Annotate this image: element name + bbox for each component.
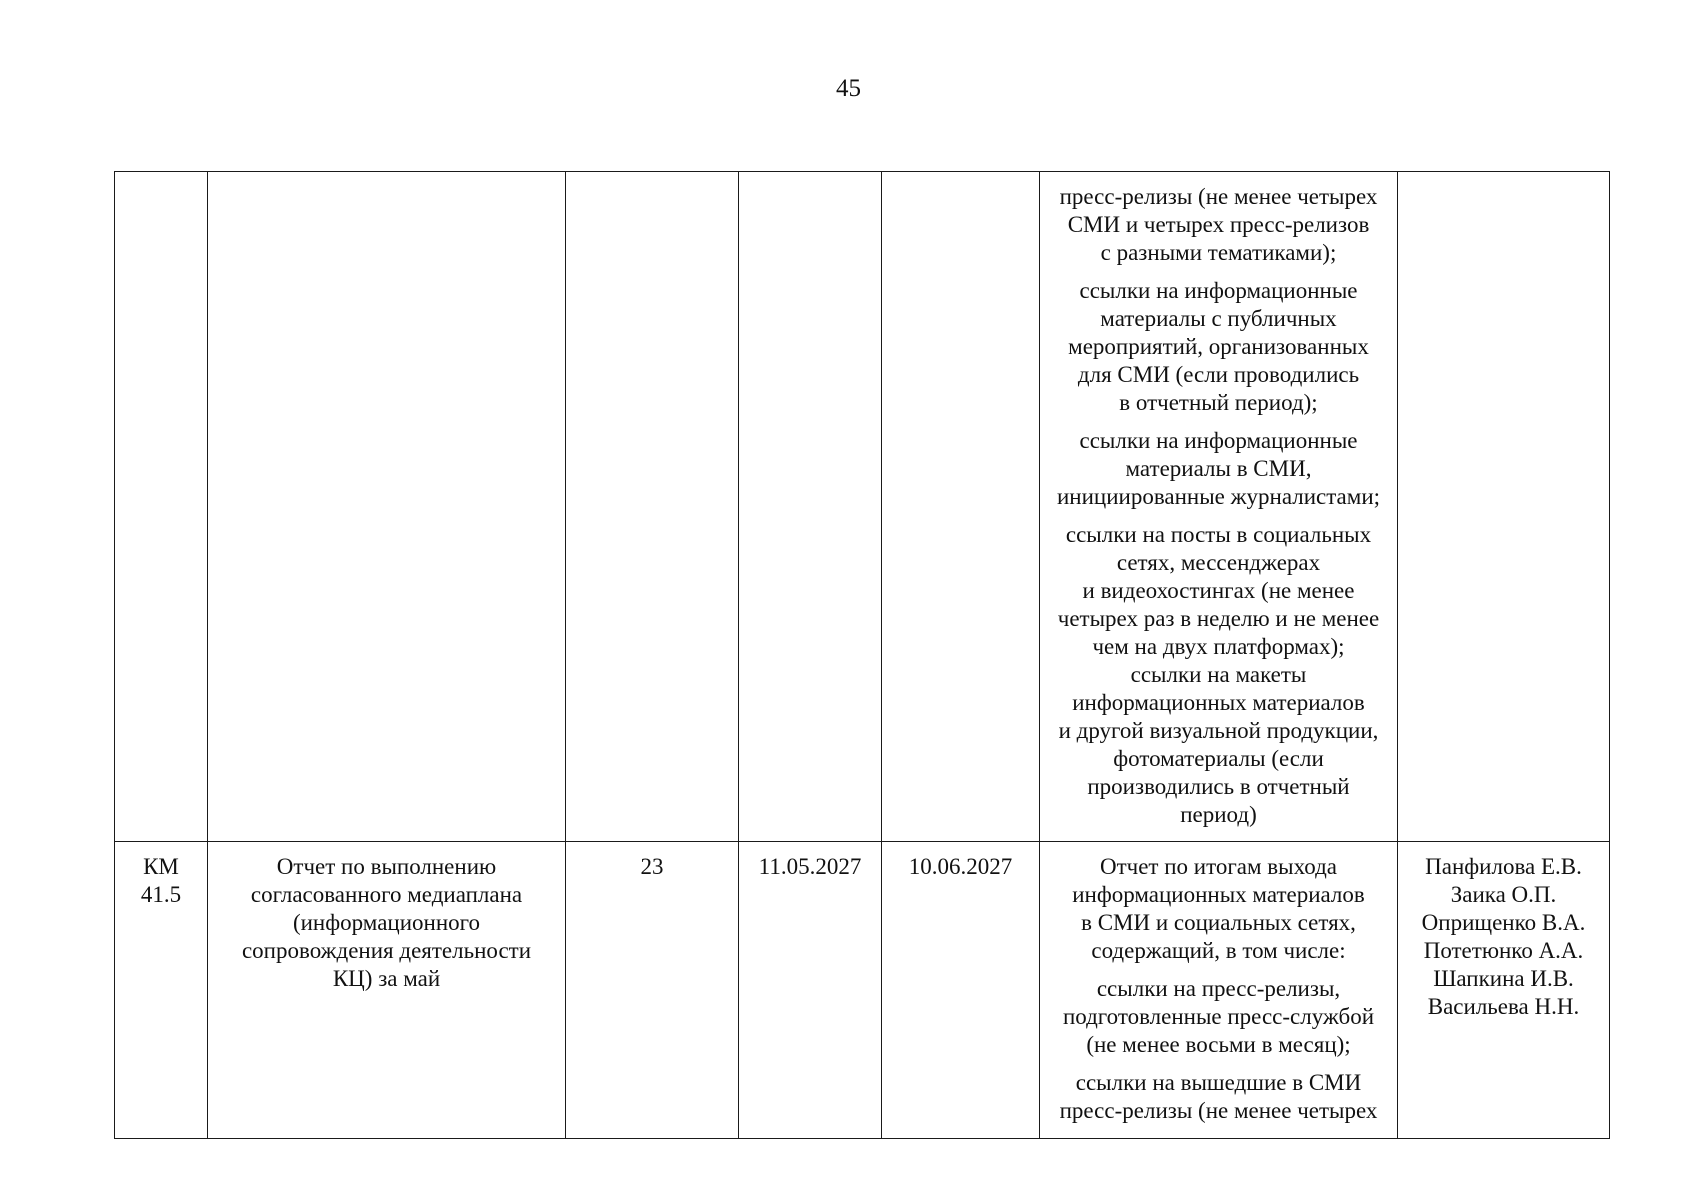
responsible-cell: [1398, 842, 1610, 1139]
text-line: ссылки на информационные: [1079, 278, 1358, 303]
text-line: инициированные журналистами;: [1056, 484, 1381, 509]
page-number: 45: [836, 75, 861, 102]
text-line: Панфилова Е.В.: [1425, 854, 1582, 879]
text-line: Оприщенко В.А.: [1421, 910, 1586, 935]
text-line: материалы с публичных: [1100, 306, 1337, 331]
text-line: четырех раз в неделю и не менее: [1057, 606, 1380, 631]
text-line: и видеохостингах (не менее: [1082, 578, 1355, 603]
table-row: [115, 842, 1610, 1139]
result-paragraph: [1048, 183, 1389, 267]
text-line: Заика О.П.: [1450, 882, 1557, 907]
text-line: сопровождения деятельности: [241, 938, 532, 963]
text-line: ссылки на информационные: [1079, 428, 1358, 453]
name-cell: [208, 172, 566, 842]
text-line: для СМИ (если проводились: [1077, 362, 1360, 387]
code-cell: [115, 172, 208, 842]
number-cell: [566, 172, 739, 842]
name-cell: [208, 842, 566, 1139]
text-line: КМ: [143, 854, 179, 879]
result-paragraph: [1048, 427, 1389, 511]
text-line: фотоматериалы (если: [1113, 746, 1324, 771]
text-line: Васильева Н.Н.: [1427, 994, 1580, 1019]
text-line: пресс-релизы (не менее четырех: [1059, 1098, 1378, 1123]
text-line: СМИ и четырех пресс-релизов: [1067, 212, 1370, 237]
text-line: информационных материалов: [1072, 882, 1365, 907]
text-line: Шапкина И.В.: [1433, 966, 1574, 991]
text-line: Потетюнко А.А.: [1423, 938, 1584, 963]
result-paragraph: [1048, 853, 1389, 965]
text-line: материалы в СМИ,: [1125, 456, 1312, 481]
text-line: производились в отчетный: [1087, 774, 1350, 799]
text-line: пресс-релизы (не менее четырех: [1059, 184, 1378, 209]
text-line: с разными тематиками);: [1100, 240, 1337, 265]
text-line: в СМИ и социальных сетях,: [1081, 910, 1356, 935]
text-line: сетях, мессенджерах: [1116, 550, 1321, 575]
text-line: ссылки на пресс-релизы,: [1096, 976, 1341, 1001]
results-cell: [1040, 172, 1398, 842]
text-line: и другой визуальной продукции,: [1058, 718, 1379, 743]
text-line: 41.5: [140, 882, 182, 907]
responsible-cell: [1398, 172, 1610, 842]
start-date-cell: [739, 172, 882, 842]
text-line: согласованного медиаплана: [250, 882, 523, 907]
text-line: в отчетный период);: [1119, 390, 1318, 415]
results-cell: [1040, 842, 1398, 1139]
text-line: информационных материалов: [1072, 690, 1365, 715]
text-line: ссылки на вышедшие в СМИ: [1075, 1070, 1362, 1095]
text-line: Отчет по итогам выхода: [1100, 854, 1337, 879]
number-cell: 23: [566, 842, 739, 1139]
result-paragraph: [1048, 521, 1389, 829]
text-line: КЦ) за май: [332, 966, 441, 991]
text-line: содержащий, в том числе:: [1091, 938, 1346, 963]
code-cell: [115, 842, 208, 1139]
control-points-table: [114, 171, 1610, 1139]
end-date-cell: [882, 172, 1040, 842]
text-line: чем на двух платформах);: [1092, 634, 1345, 659]
text-line: ссылки на посты в социальных: [1065, 522, 1372, 547]
text-line: период): [1180, 802, 1257, 827]
text-line: (информационного: [292, 910, 481, 935]
result-paragraph: [1048, 1069, 1389, 1125]
text-line: Отчет по выполнению: [276, 854, 497, 879]
text-line: мероприятий, организованных: [1068, 334, 1369, 359]
table-row: [115, 172, 1610, 842]
text-line: подготовленные пресс-службой: [1062, 1004, 1375, 1029]
end-date-cell: 10.06.2027: [882, 842, 1040, 1139]
result-paragraph: [1048, 277, 1389, 417]
start-date-cell: 11.05.2027: [739, 842, 882, 1139]
text-line: (не менее восьми в месяц);: [1086, 1032, 1351, 1057]
text-line: ссылки на макеты: [1130, 662, 1307, 687]
result-paragraph: [1048, 975, 1389, 1059]
